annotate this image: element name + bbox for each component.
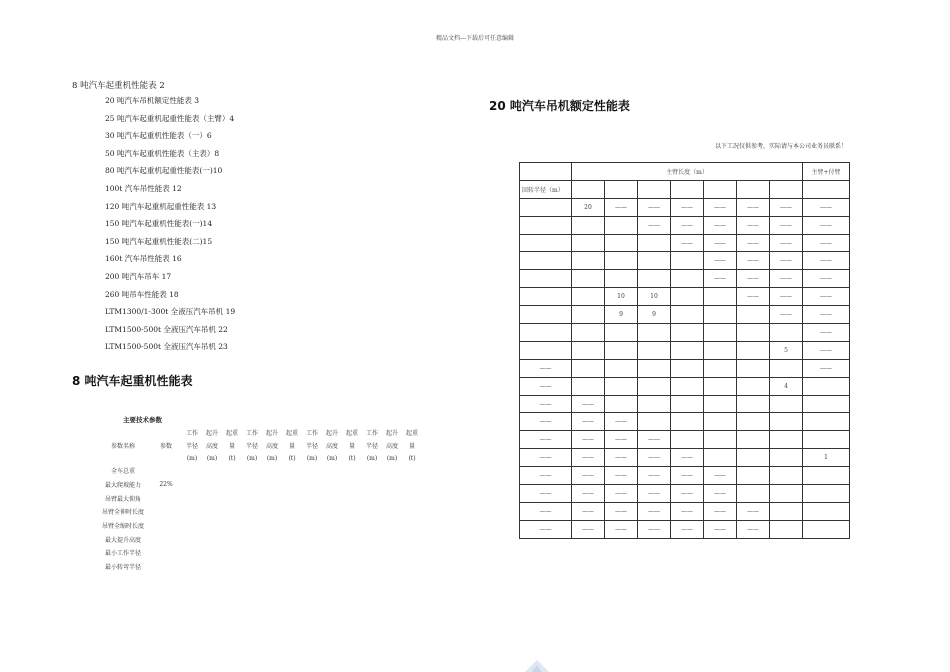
param-value — [150, 505, 182, 519]
table-row — [520, 341, 850, 359]
param-name: 最大提升高度 — [104, 536, 141, 544]
toc-item[interactable]: 80 吨汽车起重机起重性能表(一)10 — [105, 166, 223, 176]
col-header-bottom: 量 — [348, 443, 355, 450]
table-row — [520, 395, 850, 413]
table-cell: —— — [671, 520, 704, 538]
blank-cell — [150, 426, 182, 439]
table-cell: —— — [704, 467, 737, 485]
table-row — [520, 216, 850, 234]
table-cell — [671, 377, 704, 395]
table-cell — [704, 449, 737, 467]
table-cell: 4 — [770, 377, 803, 395]
header-cell — [770, 180, 803, 198]
table-cell — [638, 377, 671, 395]
table-cell — [803, 377, 850, 395]
param-value — [150, 560, 182, 574]
table-cell — [704, 359, 737, 377]
table-cell — [605, 324, 638, 342]
table-cell: 20 — [572, 198, 605, 216]
table-cell: —— — [803, 324, 850, 342]
table-cell: —— — [803, 198, 850, 216]
table-cell — [770, 520, 803, 538]
col-header-top: 起重 — [345, 430, 358, 437]
table-row — [520, 270, 850, 288]
table-cell — [520, 234, 572, 252]
col-header-bottom: 量 — [408, 443, 415, 450]
table-cell: —— — [605, 502, 638, 520]
toc-item[interactable]: 120 吨汽车起重机起重性能表 13 — [105, 201, 217, 211]
table-cell: —— — [704, 485, 737, 503]
header-cell — [803, 180, 850, 198]
col-header-top: 起升 — [265, 430, 278, 437]
table-cell: —— — [770, 216, 803, 234]
param-name: 吊臂全缩时长度 — [101, 523, 144, 531]
table-cell — [572, 324, 605, 342]
unit-cell: (t) — [348, 454, 356, 462]
table-cell: —— — [737, 234, 770, 252]
table-cell: —— — [770, 288, 803, 306]
table-cell — [520, 306, 572, 324]
table-cell — [671, 413, 704, 431]
unit-cell: (m) — [266, 454, 278, 462]
table-cell — [704, 377, 737, 395]
table-cell: —— — [520, 467, 572, 485]
table-cell: —— — [638, 198, 671, 216]
param-name: 吊臂全伸时长度 — [101, 509, 144, 517]
table-cell — [638, 252, 671, 270]
table-cell — [605, 359, 638, 377]
table-cell — [704, 341, 737, 359]
table-row — [520, 306, 850, 324]
table-cell — [737, 306, 770, 324]
param-value — [150, 532, 182, 546]
table-cell — [770, 431, 803, 449]
toc-item[interactable]: LTM1500-500t 全液压汽车吊机 22 — [105, 324, 228, 334]
param-name: 吊臂最大仰角 — [104, 495, 141, 503]
main-boom-header: 主臂长度（m） — [572, 163, 803, 181]
table-cell — [520, 198, 572, 216]
table-cell — [704, 288, 737, 306]
table-cell: —— — [704, 270, 737, 288]
table-cell: —— — [803, 359, 850, 377]
toc-item[interactable]: 150 吨汽车起重机性能表(一)14 — [105, 219, 213, 229]
unit-cell: (m) — [306, 454, 318, 462]
table-cell — [572, 377, 605, 395]
params-title: 主要技术参数 — [123, 416, 162, 424]
table-cell — [737, 413, 770, 431]
toc-item[interactable]: 260 吨吊车性能表 18 — [105, 289, 179, 299]
table-cell: —— — [803, 216, 850, 234]
table-cell: —— — [770, 252, 803, 270]
toc-item[interactable]: 20 吨汽车吊机额定性能表 3 — [105, 96, 200, 105]
table-cell: —— — [737, 216, 770, 234]
param-value — [150, 546, 182, 560]
table-row — [520, 502, 850, 520]
table-cell — [770, 395, 803, 413]
table-cell: —— — [605, 198, 638, 216]
table-cell: 9 — [605, 306, 638, 324]
table-cell — [704, 431, 737, 449]
col-header-top: 起升 — [325, 430, 338, 437]
table-cell: —— — [572, 413, 605, 431]
table-cell — [770, 502, 803, 520]
table-cell: —— — [704, 216, 737, 234]
table-cell — [572, 216, 605, 234]
unit-cell: (m) — [186, 454, 198, 462]
header-cell — [704, 180, 737, 198]
toc-item[interactable]: LTM1500-500t 全液压汽车吊机 23 — [105, 342, 228, 352]
param-value — [150, 464, 182, 478]
table-row — [520, 377, 850, 395]
table-row — [520, 520, 850, 538]
table-cell — [572, 234, 605, 252]
table-row — [520, 413, 850, 431]
section-title-20t: 20 吨汽车吊机额定性能表 — [489, 99, 630, 113]
table-cell: 9 — [638, 306, 671, 324]
blank-cell — [150, 452, 182, 464]
col-header-bottom: 量 — [228, 443, 235, 450]
col-header-bottom: 半径 — [305, 443, 318, 450]
param-name: 全车总重 — [110, 468, 135, 476]
table-cell: —— — [572, 520, 605, 538]
table-cell: —— — [704, 502, 737, 520]
table-cell: —— — [704, 234, 737, 252]
table-row — [520, 288, 850, 306]
table-cell — [520, 341, 572, 359]
table-cell: —— — [520, 377, 572, 395]
table-cell: —— — [572, 449, 605, 467]
table-cell — [572, 270, 605, 288]
table-cell — [638, 395, 671, 413]
toc-item[interactable]: 25 吨汽车起重机起重性能表（主臂）4 — [105, 113, 235, 123]
table-cell — [605, 341, 638, 359]
table-cell: —— — [737, 502, 770, 520]
table-cell — [520, 270, 572, 288]
table-cell: —— — [737, 198, 770, 216]
table-cell — [803, 395, 850, 413]
performance-table-20t — [519, 162, 850, 539]
unit-cell: (t) — [408, 454, 416, 462]
table-cell — [671, 270, 704, 288]
table-cell — [605, 270, 638, 288]
table-cell: 10 — [605, 288, 638, 306]
table-cell — [520, 288, 572, 306]
toc-item[interactable]: 150 吨汽车起重机性能表(二)15 — [105, 236, 213, 246]
param-value: 22% — [159, 481, 173, 489]
table-cell: —— — [671, 234, 704, 252]
table-cell: —— — [803, 306, 850, 324]
param-name: 最小工作半径 — [104, 550, 141, 558]
table-cell: —— — [520, 431, 572, 449]
table-cell — [638, 234, 671, 252]
boom-jib-header: 主臂+付臂 — [803, 163, 850, 181]
table-cell — [605, 234, 638, 252]
table-cell: —— — [737, 270, 770, 288]
header-cell — [605, 180, 638, 198]
table-row — [520, 467, 850, 485]
table-cell: —— — [520, 395, 572, 413]
table-row — [520, 485, 850, 503]
table-cell — [671, 341, 704, 359]
col-header-bottom: 半径 — [185, 443, 198, 450]
col-header-top: 起重 — [285, 430, 298, 437]
table-cell: —— — [605, 431, 638, 449]
table-cell: —— — [605, 520, 638, 538]
table-cell — [803, 431, 850, 449]
unit-cell: (m) — [206, 454, 218, 462]
table-cell — [737, 395, 770, 413]
table-cell — [671, 395, 704, 413]
table-cell — [671, 324, 704, 342]
table-cell — [737, 467, 770, 485]
table-cell: —— — [737, 520, 770, 538]
col-header-top: 起重 — [225, 430, 238, 437]
table-cell: 1 — [803, 449, 850, 467]
table-cell: —— — [520, 359, 572, 377]
table-cell — [638, 324, 671, 342]
table-cell: —— — [770, 270, 803, 288]
toc-item[interactable]: 200 吨汽车吊车 17 — [105, 271, 172, 281]
table-cell — [520, 216, 572, 234]
blank-cell — [96, 452, 150, 464]
unit-cell: (m) — [366, 454, 378, 462]
table-cell: —— — [770, 306, 803, 324]
table-cell: —— — [704, 520, 737, 538]
table-cell: —— — [737, 288, 770, 306]
table-cell — [704, 324, 737, 342]
table-cell: —— — [803, 270, 850, 288]
table-cell — [737, 359, 770, 377]
table-cell: —— — [704, 198, 737, 216]
col-header-bottom: 高度 — [205, 443, 218, 450]
table-cell: —— — [671, 198, 704, 216]
col-header-top: 工作 — [305, 430, 318, 437]
header-cell — [737, 180, 770, 198]
table-cell: —— — [803, 341, 850, 359]
corner-cell — [520, 163, 572, 181]
table-cell — [803, 413, 850, 431]
table-cell — [803, 502, 850, 520]
toc-item[interactable]: 30 吨汽车起重机性能表（一）6 — [105, 131, 212, 141]
table-cell — [572, 252, 605, 270]
table-cell — [770, 324, 803, 342]
table-cell: —— — [803, 288, 850, 306]
table-row — [520, 449, 850, 467]
table-cell: —— — [572, 467, 605, 485]
table-cell — [737, 449, 770, 467]
param-name-header: 参数名称 — [110, 443, 135, 450]
toc-item[interactable]: 100t 汽车吊性能表 12 — [105, 183, 182, 193]
header-cell — [572, 180, 605, 198]
table-cell: 10 — [638, 288, 671, 306]
table-cell — [803, 485, 850, 503]
table-cell: —— — [520, 485, 572, 503]
unit-cell: (m) — [386, 454, 398, 462]
tech-params-table — [96, 426, 422, 574]
table-cell — [770, 485, 803, 503]
table-cell: —— — [638, 449, 671, 467]
table-cell: —— — [605, 413, 638, 431]
table-row — [520, 252, 850, 270]
table-cell — [638, 270, 671, 288]
table-cell — [572, 306, 605, 324]
toc-list — [105, 92, 235, 356]
col-header-bottom: 量 — [288, 443, 295, 450]
param-value — [150, 519, 182, 533]
table-cell: —— — [770, 198, 803, 216]
table-cell: —— — [572, 395, 605, 413]
unit-cell: (t) — [228, 454, 236, 462]
header-cell — [638, 180, 671, 198]
table-cell — [770, 359, 803, 377]
table-cell — [737, 485, 770, 503]
page-header-watermark: 精品文档---下载后可任意编辑 — [435, 35, 515, 42]
unit-cell: (t) — [288, 454, 296, 462]
toc-item[interactable]: LTM1300/1-300t 全液压汽车吊机 19 — [105, 307, 236, 317]
watermark-logo-icon — [523, 656, 551, 672]
unit-cell: (m) — [326, 454, 338, 462]
table-cell — [737, 341, 770, 359]
table-row — [520, 198, 850, 216]
table-cell: —— — [638, 520, 671, 538]
radius-header: 回转半径（m） — [520, 180, 572, 198]
table-cell — [638, 359, 671, 377]
table-cell — [803, 520, 850, 538]
table-cell: —— — [671, 449, 704, 467]
table-cell: —— — [671, 216, 704, 234]
table-cell: —— — [803, 252, 850, 270]
table-cell: —— — [638, 431, 671, 449]
col-header-top: 起升 — [385, 430, 398, 437]
col-header-bottom: 高度 — [265, 443, 278, 450]
table-cell: —— — [671, 485, 704, 503]
table-cell: —— — [638, 467, 671, 485]
table-cell: —— — [671, 502, 704, 520]
table-cell — [671, 431, 704, 449]
table-cell: —— — [737, 252, 770, 270]
table-cell — [671, 288, 704, 306]
table-cell: —— — [572, 502, 605, 520]
table-cell: —— — [520, 502, 572, 520]
table-cell — [803, 467, 850, 485]
table-cell — [520, 252, 572, 270]
table-cell — [638, 341, 671, 359]
col-header-bottom: 高度 — [325, 443, 338, 450]
table-cell — [737, 324, 770, 342]
table-cell — [671, 252, 704, 270]
table-cell: —— — [638, 216, 671, 234]
table-cell: —— — [638, 502, 671, 520]
toc-item[interactable]: 50 吨汽车起重机性能表（主表）8 — [105, 148, 220, 158]
toc-item[interactable]: 160t 汽车吊性能表 16 — [105, 254, 182, 264]
table-cell — [704, 306, 737, 324]
table-cell — [770, 413, 803, 431]
table-cell: —— — [572, 485, 605, 503]
param-name: 最大爬坡能力 — [104, 482, 141, 490]
table-cell: —— — [520, 520, 572, 538]
table-cell — [605, 252, 638, 270]
table-cell: —— — [770, 234, 803, 252]
section-title-8t: 8 吨汽车起重机性能表 — [72, 374, 193, 388]
table-cell: —— — [520, 449, 572, 467]
table-cell — [605, 216, 638, 234]
param-value-header: 参数 — [159, 443, 172, 450]
col-header-top: 工作 — [365, 430, 378, 437]
table-cell: —— — [803, 234, 850, 252]
table-cell: 5 — [770, 341, 803, 359]
table-cell — [737, 377, 770, 395]
param-name: 最小转弯半径 — [104, 564, 141, 572]
table-cell — [572, 359, 605, 377]
table-cell — [737, 431, 770, 449]
toc-item[interactable]: 8 吨汽车起重机性能表 2 — [72, 81, 165, 91]
table-cell — [704, 413, 737, 431]
table-cell — [520, 324, 572, 342]
col-header-bottom: 半径 — [365, 443, 378, 450]
table-cell: —— — [704, 252, 737, 270]
col-header-top: 起重 — [405, 430, 418, 437]
table-cell: —— — [671, 467, 704, 485]
table-cell — [704, 395, 737, 413]
table-cell — [770, 449, 803, 467]
unit-cell: (m) — [246, 454, 258, 462]
table-cell — [605, 377, 638, 395]
table-cell: —— — [605, 485, 638, 503]
table-cell — [572, 341, 605, 359]
table-cell — [605, 395, 638, 413]
table-cell: —— — [605, 449, 638, 467]
table-row — [520, 234, 850, 252]
col-header-top: 工作 — [245, 430, 258, 437]
table-of-contents — [72, 80, 235, 356]
table-cell — [671, 306, 704, 324]
table-row — [520, 431, 850, 449]
table-cell — [638, 413, 671, 431]
table-cell: —— — [605, 467, 638, 485]
table-cell: —— — [638, 485, 671, 503]
header-cell — [671, 180, 704, 198]
col-header-top: 工作 — [185, 430, 198, 437]
table-cell — [671, 359, 704, 377]
col-header-top: 起升 — [205, 430, 218, 437]
table-cell: —— — [572, 431, 605, 449]
disclaimer-note: 以下工况仅供参考，实际请与本公司业务员联系！ — [714, 143, 847, 150]
param-value — [150, 491, 182, 505]
table-row — [520, 359, 850, 377]
table-cell: —— — [520, 413, 572, 431]
table-cell — [770, 467, 803, 485]
table-cell — [572, 288, 605, 306]
col-header-bottom: 高度 — [385, 443, 398, 450]
col-header-bottom: 半径 — [245, 443, 258, 450]
blank-cell — [96, 426, 150, 439]
table-row — [520, 324, 850, 342]
